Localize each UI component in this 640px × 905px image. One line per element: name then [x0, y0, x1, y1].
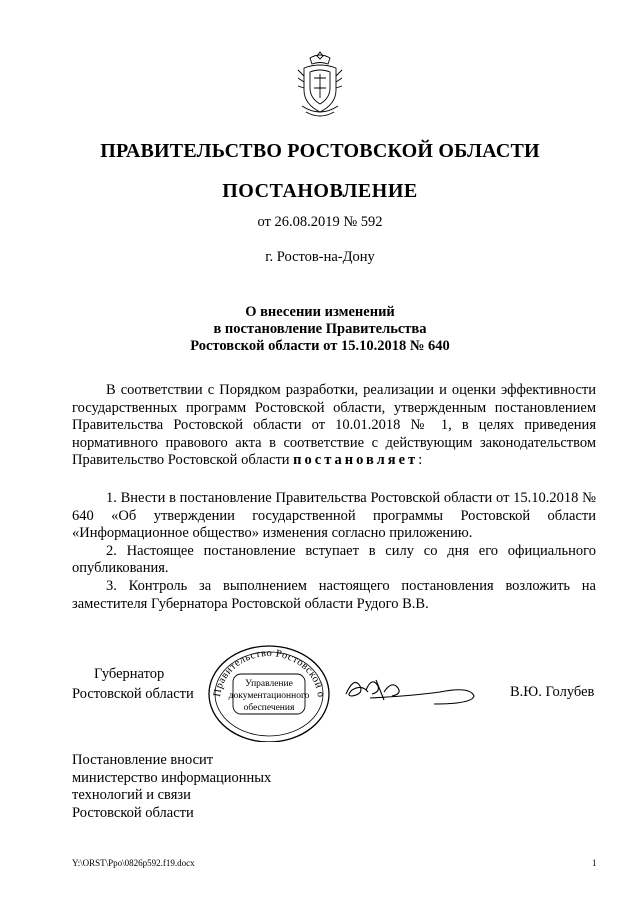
seal-inner-line: Управление	[245, 679, 293, 689]
position-line: Губернатор	[94, 666, 165, 682]
document-date-number: от 26.08.2019 № 592	[257, 214, 383, 230]
document-subject	[0, 304, 640, 355]
submitted-by-line: технологий и связи	[72, 787, 191, 804]
submitted-by-block	[72, 752, 271, 822]
seal-inner-line: обеспечения	[243, 703, 295, 713]
resolution-item: 2. Настоящее постановление вступает в силу со дня его официального опубликования.	[72, 542, 596, 577]
seal-outer-text: Правительство Ростовской о	[212, 647, 326, 699]
preamble-colon: :	[418, 452, 423, 469]
document-city: г. Ростов-на-Дону	[265, 249, 375, 265]
page-number: 1	[592, 858, 597, 868]
resolution-items	[72, 490, 596, 613]
submitted-by-line: Ростовской области	[72, 804, 194, 821]
resolution-item: 1. Внести в постановление Правительства Ростовской области от 15.10.2018 № 640 «Об утверждении государственной программы Ростовской области «Информационное общество» изменения согласно приложению.	[72, 490, 596, 542]
signatory-name: В.Ю. Голубев	[510, 684, 595, 700]
government-title: ПРАВИТЕЛЬСТВО РОСТОВСКОЙ ОБЛАСТИ	[100, 140, 540, 162]
signatory-position	[72, 664, 194, 704]
resolution-item: 3. Контроль за выполнением настоящего постановления возложить на заместителя Губернатора Ростовской области Рудого В.В.	[72, 577, 596, 612]
subject-line: Ростовской области от 15.10.2018 № 640	[190, 338, 450, 354]
coat-of-arms-emblem-icon	[294, 48, 346, 120]
document-type: ПОСТАНОВЛЕНИЕ	[222, 180, 418, 202]
preamble-paragraph	[72, 382, 596, 470]
subject-line: О внесении изменений	[245, 304, 395, 320]
footer-file-path: Y:\ORST\Ppo\0826p592.f19.docx	[72, 858, 195, 868]
resolves-keyword: постановляет	[293, 452, 419, 469]
submitted-by-line: министерство информационных	[72, 769, 272, 786]
svg-text:Правительство Ростовской облас	[204, 642, 326, 698]
handwritten-signature	[340, 668, 480, 708]
official-seal-stamp	[204, 642, 334, 742]
submitted-by-line: Постановление вносит	[72, 752, 214, 768]
position-line: Ростовской области	[72, 686, 194, 702]
subject-line: в постановление Правительства	[213, 321, 427, 337]
seal-inner-line: документационного	[228, 691, 310, 701]
preamble-text: В соответствии с Порядком разработки, реализации и оценки эффективности государственных программ Ростовской области, утвержденным постановлением Правительства Ростовской области от 10.01.2018 № 1, в целях приведения нормативного правового акта в соответствие с действующим законодательством Правительство Ростовской области	[72, 382, 596, 469]
